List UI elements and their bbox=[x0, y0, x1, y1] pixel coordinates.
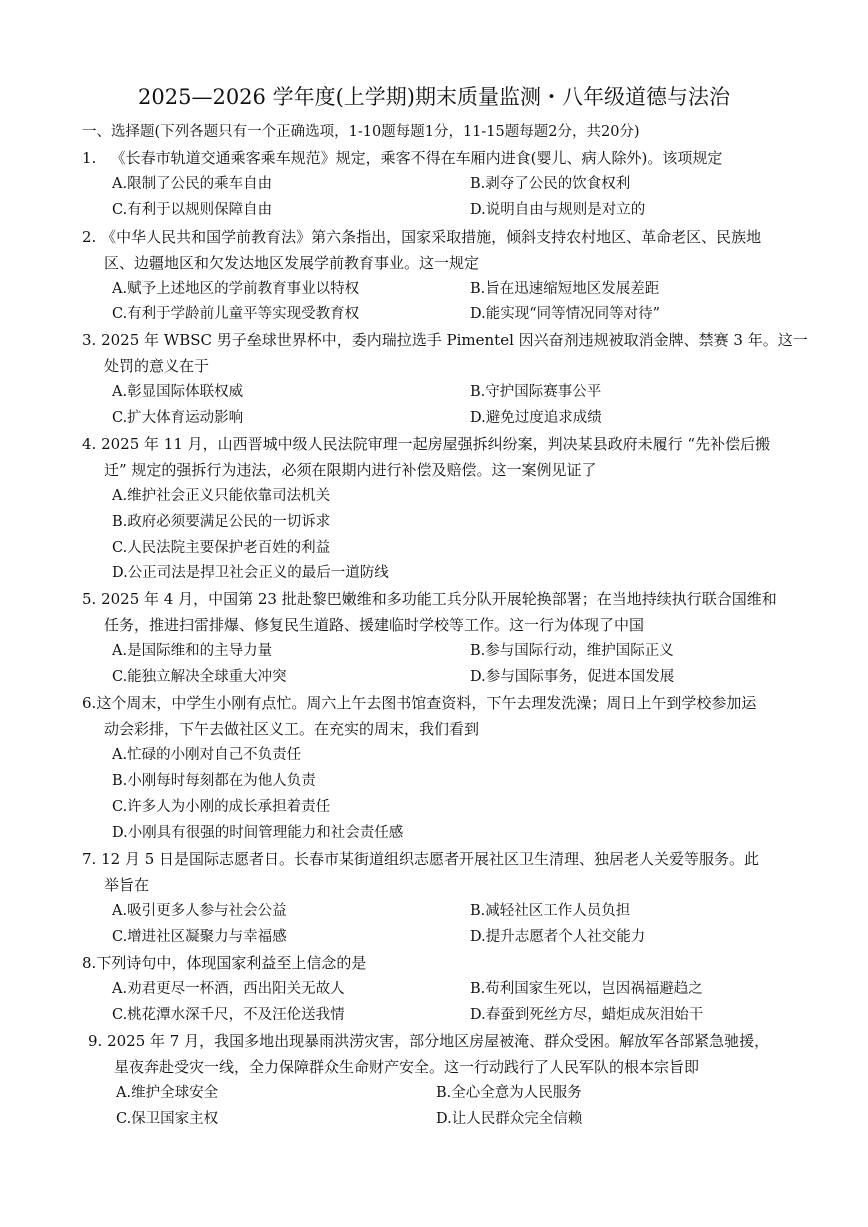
option-d: D.让人民群众完全信赖 bbox=[436, 1111, 583, 1127]
option-a: A.吸引更多人参与社会公益 bbox=[112, 903, 287, 919]
question-number: 5. bbox=[82, 590, 97, 608]
exam-title: 2025—2026 学年度(上学期)期末质量监测・八年级道德与法治 bbox=[138, 85, 730, 109]
option-d: D.小刚具有很强的时间管理能力和社会责任感 bbox=[112, 825, 404, 841]
question-number: 2. bbox=[82, 228, 97, 246]
option-a: A.赋予上述地区的学前教育事业以特权 bbox=[112, 281, 360, 297]
question-number: 6. bbox=[82, 694, 97, 712]
option-b: B.全心全意为人民服务 bbox=[436, 1085, 582, 1101]
option-a: A.劝君更尽一杯酒，西出阳关无故人 bbox=[112, 981, 345, 997]
option-c: C.扩大体育运动影响 bbox=[112, 410, 244, 426]
question-stem-line bbox=[82, 950, 366, 976]
option-b: B.政府必须要满足公民的一切诉求 bbox=[112, 514, 331, 530]
question-stem-line bbox=[88, 1028, 769, 1054]
option-a: A.限制了公民的乘车自由 bbox=[112, 176, 273, 192]
option-d: D.参与国际事务，促进本国发展 bbox=[470, 669, 675, 685]
option-d: D.避免过度追求成绩 bbox=[470, 410, 602, 426]
option-b: B.守护国际赛事公平 bbox=[470, 384, 602, 400]
question-text: 2025 年 4 月，中国第 23 批赴黎巴嫩维和多功能工兵分队开展轮换部署；在当地持续执行联合国维和 bbox=[101, 590, 777, 608]
question-number: 1. bbox=[82, 149, 97, 167]
question-text: 举旨在 bbox=[104, 876, 150, 894]
option-a: A.是国际维和的主导力量 bbox=[112, 643, 273, 659]
option-b: B.参与国际行动，维护国际正义 bbox=[470, 643, 674, 659]
option-b: B.剥夺了公民的饮食权利 bbox=[470, 176, 631, 192]
option-c: C.增进社区凝聚力与幸福感 bbox=[112, 929, 287, 945]
question-number: 4. bbox=[82, 435, 97, 453]
question-text: 2025 年 11 月，山西晋城中级人民法院审理一起房屋强拆纠纷案，判决某县政府未履行 “先补偿后搬 bbox=[101, 435, 771, 453]
question-text: 《中华人民共和国学前教育法》第六条指出，国家采取措施，倾斜支持农村地区、革命老区、民族地 bbox=[101, 228, 762, 246]
option-c: C.有利于以规则保障自由 bbox=[112, 202, 273, 218]
question-stem-line bbox=[82, 327, 808, 353]
option-b: B.减轻社区工作人员负担 bbox=[470, 903, 631, 919]
question-text: 下列诗句中，体现国家利益至上信念的是 bbox=[96, 954, 367, 972]
option-a: A.彰显国际体联权威 bbox=[112, 384, 244, 400]
option-d: D.说明自由与规则是对立的 bbox=[470, 202, 646, 218]
option-a: A.维护全球安全 bbox=[116, 1085, 219, 1101]
section-heading: 一、选择题(下列各题只有一个正确选项，1-10题每题1分，11-15题每题2分，共20分) bbox=[82, 124, 640, 140]
question-number: 9. bbox=[88, 1032, 103, 1050]
option-c: C.许多人为小刚的成长承担着责任 bbox=[112, 799, 331, 815]
option-c: C.保卫国家主权 bbox=[116, 1111, 219, 1127]
question-text: 动会彩排，下午去做社区义工。在充实的周末，我们看到 bbox=[104, 720, 480, 738]
question-text: 星夜奔赴受灾一线，全力保障群众生命财产安全。这一行动践行了人民军队的根本宗旨即 bbox=[114, 1058, 700, 1076]
question-text: 任务，推进扫雷排爆、修复民生道路、援建临时学校等工作。这一行为体现了中国 bbox=[104, 616, 645, 634]
option-c: C.有利于学龄前儿童平等实现受教育权 bbox=[112, 306, 360, 322]
question-stem-line bbox=[82, 224, 761, 250]
option-c: C.人民法院主要保护老百姓的利益 bbox=[112, 540, 331, 556]
question-stem-line bbox=[82, 690, 756, 716]
question-text: 2025 年 WBSC 男子垒球世界杯中，委内瑞拉选手 Pimentel 因兴奋剂违规被取消金牌、禁赛 3 年。这一 bbox=[101, 331, 808, 349]
question-text: 《长春市轨道交通乘客乘车规范》规定，乘客不得在车厢内进食(婴儿、病人除外)。该项规定 bbox=[110, 149, 723, 167]
question-text: 这个周末，中学生小刚有点忙。周六上午去图书馆查资料，下午去理发洗澡；周日上午到学校参加运 bbox=[96, 694, 757, 712]
option-c: C.桃花潭水深千尺，不及汪伦送我情 bbox=[112, 1007, 345, 1023]
option-d: D.公正司法是捍卫社会正义的最后一道防线 bbox=[112, 565, 389, 581]
option-d: D.春蚕到死丝方尽，蜡炬成灰泪始干 bbox=[470, 1007, 704, 1023]
question-text: 区、边疆地区和欠发达地区发展学前教育事业。这一规定 bbox=[104, 254, 480, 272]
option-c: C.能独立解决全球重大冲突 bbox=[112, 669, 287, 685]
option-a: A.维护社会正义只能依靠司法机关 bbox=[112, 488, 331, 504]
question-stem-line bbox=[82, 846, 759, 872]
option-b: B.苟利国家生死以，岂因祸福避趋之 bbox=[470, 981, 703, 997]
question-text: 12 月 5 日是国际志愿者日。长春市某街道组织志愿者开展社区卫生清理、独居老人关爱等服务。此 bbox=[101, 850, 760, 868]
question-stem-line bbox=[82, 431, 770, 457]
option-a: A.忙碌的小刚对自己不负责任 bbox=[112, 747, 302, 763]
question-number: 8. bbox=[82, 954, 97, 972]
question-number: 7. bbox=[82, 850, 97, 868]
option-d: D.能实现“同等情况同等对待” bbox=[470, 306, 661, 322]
option-d: D.提升志愿者个人社交能力 bbox=[470, 929, 646, 945]
option-b: B.旨在迅速缩短地区发展差距 bbox=[470, 281, 660, 297]
question-text: 迁” 规定的强拆行为违法，必须在限期内进行补偿及赔偿。这一案例见证了 bbox=[104, 461, 597, 479]
question-text: 2025 年 7 月，我国多地出现暴雨洪涝灾害，部分地区房屋被淹、群众受困。解放军各部紧急驰援， bbox=[107, 1032, 770, 1050]
question-stem-line bbox=[82, 145, 722, 171]
question-number: 3. bbox=[82, 331, 97, 349]
option-b: B.小刚每时每刻都在为他人负责 bbox=[112, 773, 316, 789]
question-text: 处罚的意义在于 bbox=[104, 357, 210, 375]
question-stem-line bbox=[82, 586, 777, 612]
